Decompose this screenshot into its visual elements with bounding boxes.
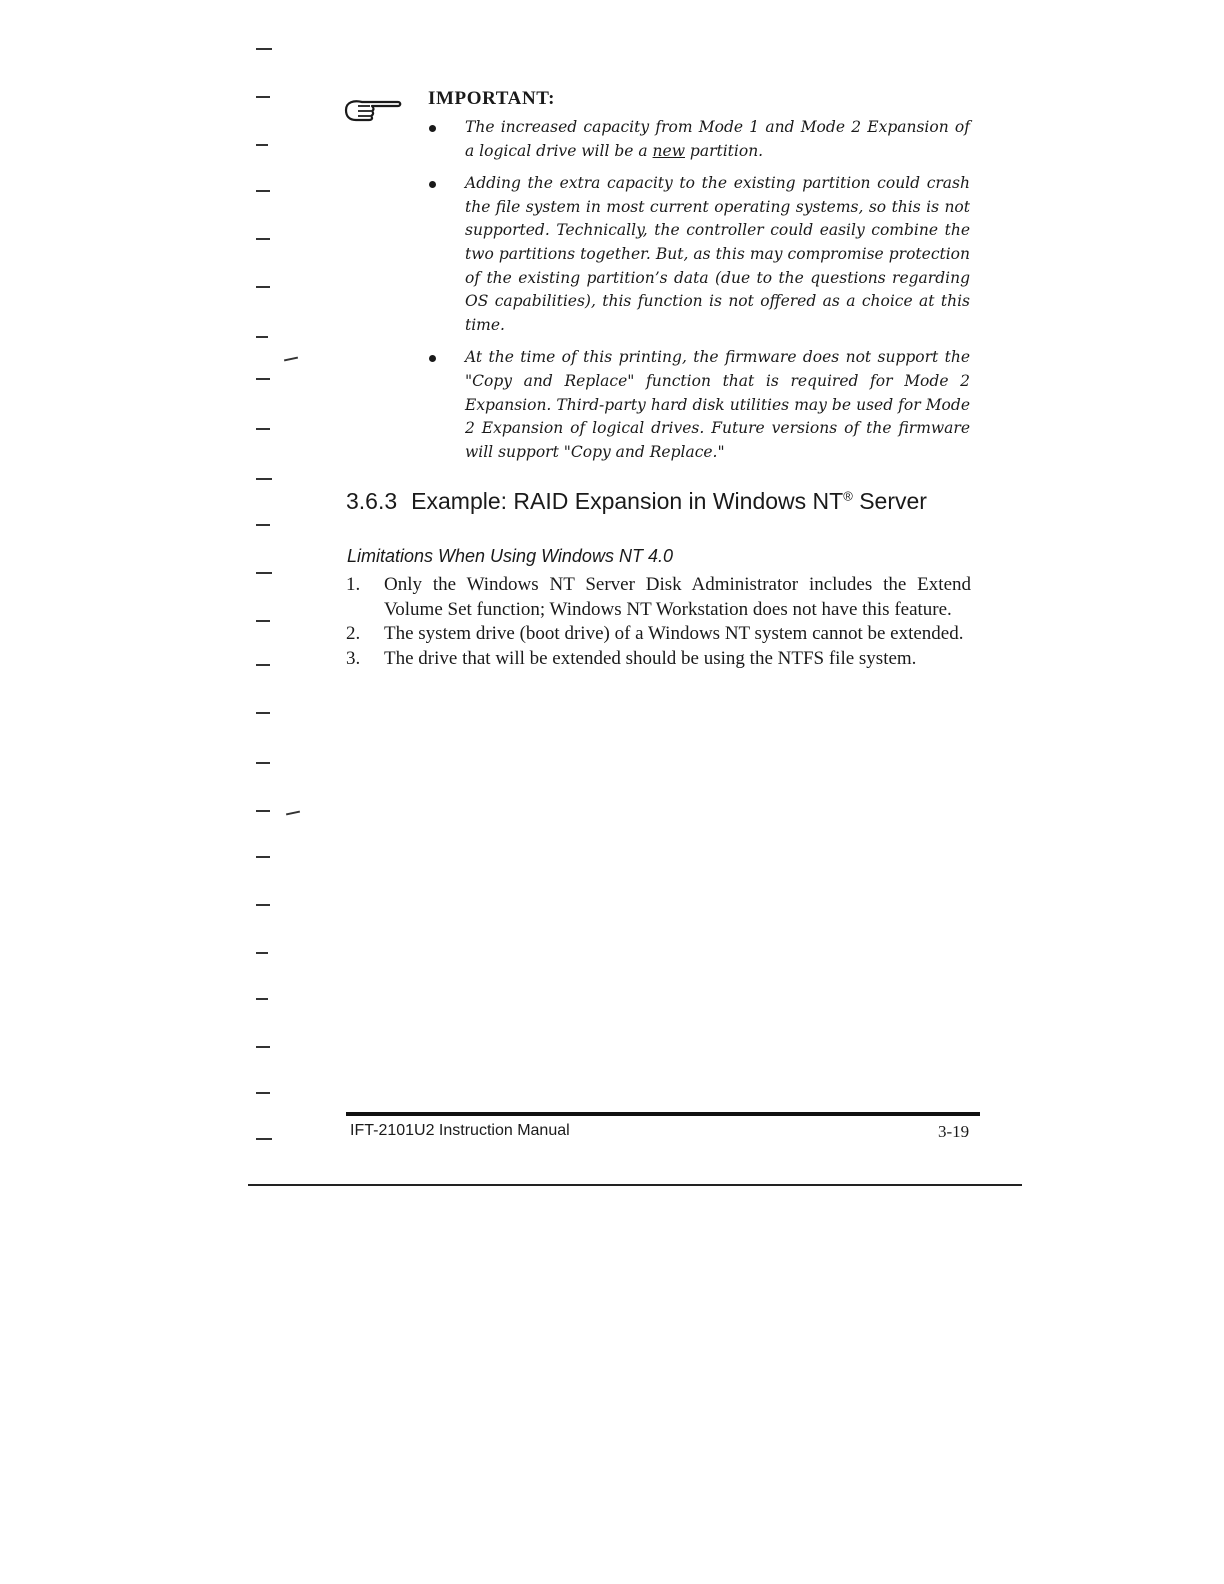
- underlined-word: new: [652, 141, 685, 160]
- item-text: The drive that will be extended should be using the NTFS file system.: [384, 647, 917, 669]
- margin-tick: [256, 620, 270, 622]
- margin-tick: [284, 357, 298, 362]
- manual-title: IFT-2101U2 Instruction Manual: [350, 1122, 570, 1139]
- item-text: The system drive (boot drive) of a Windows NT system cannot be extended.: [384, 623, 964, 644]
- margin-tick: [256, 712, 270, 714]
- bullet-dot-icon: [429, 355, 436, 362]
- margin-tick: [256, 378, 270, 380]
- margin-tick: [256, 286, 270, 288]
- list-item: [346, 573, 971, 622]
- list-item: [346, 622, 971, 647]
- registered-trademark: ®: [843, 488, 853, 504]
- important-bullet-list: [425, 116, 970, 473]
- margin-tick: [256, 1046, 270, 1048]
- limitations-list: [346, 573, 971, 671]
- margin-tick: [256, 998, 268, 1000]
- section-title-suffix: Server: [852, 488, 927, 514]
- margin-tick: [256, 952, 268, 954]
- margin-tick: [256, 428, 270, 430]
- margin-tick: [256, 336, 268, 338]
- margin-tick: [256, 48, 272, 50]
- bullet-text: The increased capacity from Mode 1 and Mode 2 Expansion of a logical drive will be a: [465, 118, 970, 160]
- list-item: [425, 172, 970, 337]
- margin-tick: [256, 1138, 272, 1140]
- margin-tick: [256, 144, 268, 146]
- list-item: [425, 346, 970, 464]
- margin-tick: [256, 478, 272, 480]
- margin-tick: [256, 904, 270, 906]
- margin-tick: [256, 524, 270, 526]
- margin-tick: [286, 811, 300, 816]
- item-number: 1.: [346, 574, 361, 595]
- bullet-text: At the time of this printing, the firmware does not support the "Copy and Replace" function that is required for Mode 2 Expansion. Third-party hard disk utilities may be used for Mode 2 Expansion of logical drives. Future versions of the firmware will support "Copy and Replace.": [465, 348, 970, 461]
- section-number: 3.6.3: [346, 488, 398, 514]
- margin-tick: [256, 664, 270, 666]
- bullet-text: partition.: [684, 141, 764, 160]
- bullet-text: Adding the extra capacity to the existing partition could crash the file system in most current operating systems, so this is not supported. Technically, the controller could easily combine the two partitions together. But, as this may compromise protection of the existing partition’s data (due to the questions regarding OS capabilities), this function is not offered as a choice at this time.: [465, 174, 970, 334]
- margin-tick: [256, 762, 270, 764]
- margin-tick: [256, 190, 270, 192]
- important-title: IMPORTANT:: [428, 88, 556, 109]
- section-title: Example: RAID Expansion in Windows NT: [411, 488, 844, 514]
- margin-tick: [256, 572, 272, 574]
- page-edge-line: [248, 1184, 1022, 1186]
- item-text: Only the Windows NT Server Disk Administrator includes the Extend Volume Set function; Windows NT Workstation does not have this feature.: [384, 574, 971, 620]
- margin-tick: [256, 856, 270, 858]
- margin-tick: [256, 810, 270, 812]
- item-number: 3.: [346, 647, 361, 669]
- footer-rule: [346, 1112, 980, 1116]
- subheading: Limitations When Using Windows NT 4.0: [347, 546, 673, 566]
- binding-margin-marks: [250, 40, 310, 1150]
- page-number: 3-19: [938, 1122, 970, 1141]
- bullet-dot-icon: [429, 125, 436, 132]
- section-heading: [346, 488, 927, 515]
- list-item: [425, 116, 970, 163]
- margin-tick: [256, 96, 270, 98]
- margin-tick: [256, 238, 270, 240]
- list-item: [346, 647, 971, 672]
- margin-tick: [256, 1092, 270, 1094]
- pointing-hand-icon: [344, 96, 402, 124]
- item-number: 2.: [346, 623, 361, 644]
- bullet-dot-icon: [429, 181, 436, 188]
